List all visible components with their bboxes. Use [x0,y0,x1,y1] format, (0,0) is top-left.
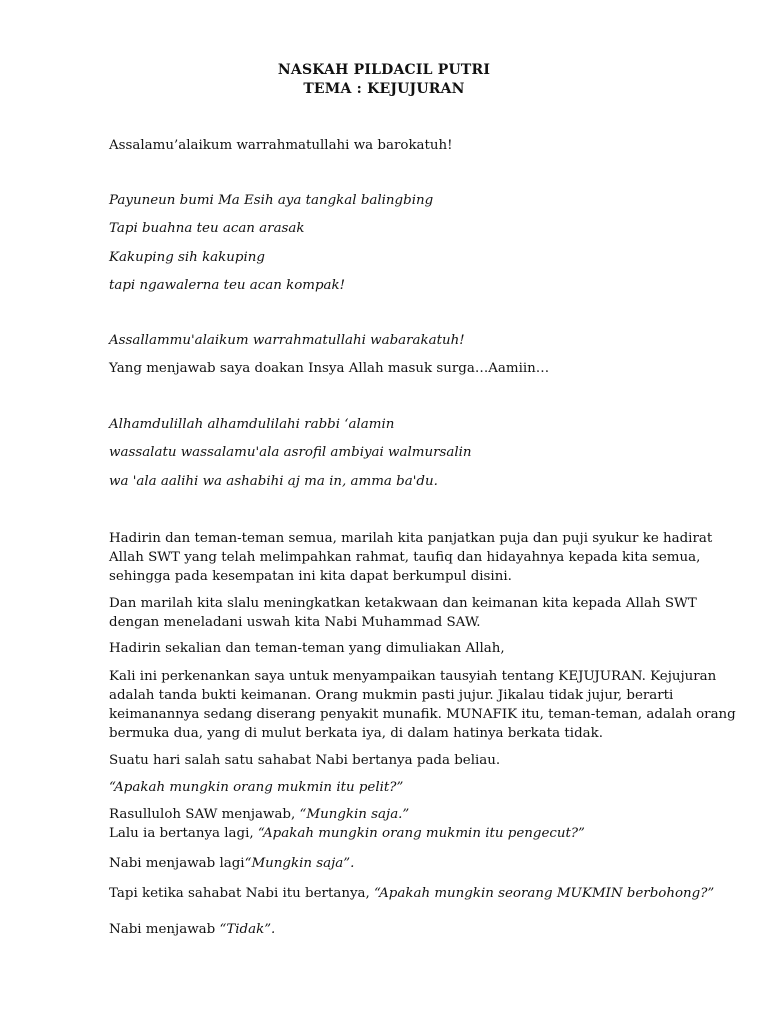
paragraph-4 [109,667,736,743]
pantun-line-1: Payuneun bumi Ma Esih aya tangkal balingbing [109,193,434,208]
reply-4-quote: “Apakah mungkin seorang MUKMIN berbohong?” [374,886,715,901]
reply-5-quote: “Tidak”. [219,922,276,937]
document-title: NASKAH PILDACIL PUTRI [277,62,491,78]
second-greeting: Assallammu'alaikum warrahmatullahi wabarakatuh! [109,333,465,348]
reply-3-quote: “Mungkin saja”. [244,856,355,871]
paragraph-2 [109,594,713,632]
paragraph-5: Suatu hari salah satu sahabat Nabi bertanya pada beliau. [109,753,501,768]
paragraph-3: Hadirin sekalian dan teman-teman yang dimuliakan Allah, [109,641,505,656]
reply-2-prefix: Lalu ia bertanya lagi, [109,826,258,841]
paragraph-4-line-2: adalah tanda bukti keimanan. Orang mukmin pasti jujur. Jikalau tidak jujur, berarti [109,688,674,703]
reply-1 [109,806,409,824]
document-theme: TEMA : KEJUJURAN [303,81,465,97]
reply-5 [109,921,275,939]
paragraph-2-line-2: dengan meneladani uswah kita Nabi Muhammad SAW. [109,615,481,630]
opening-greeting: Assalamu’alaikum warrahmatullahi wa barokatuh! [109,138,453,153]
paragraph-2-line-1: Dan marilah kita slalu meningkatkan ketakwaan dan keimanan kita kepada Allah SWT [109,596,697,611]
paragraph-1-line-1: Hadirin dan teman-teman semua, marilah kita panjatkan puja dan puji syukur ke hadirat [109,531,713,546]
answer-line: Yang menjawab saya doakan Insya Allah masuk surga…Aamiin… [109,361,550,376]
paragraph-1-line-2: Allah SWT yang telah melimpahkan rahmat, taufiq dan hidayahnya kepada kita semua, [109,550,701,565]
paragraph-1-line-3: sehingga pada kesempatan ini kita dapat berkumpul disini. [109,569,512,584]
pantun-line-2: Tapi buahna teu acan arasak [109,221,305,236]
reply-4 [109,885,714,903]
reply-4-prefix: Tapi ketika sahabat Nabi itu bertanya, [109,886,375,901]
opening-prayer-line-2: wassalatu wassalamu'ala asrofil ambiyai walmursalin [109,445,472,460]
reply-3-prefix: Nabi menjawab lagi [109,856,245,871]
pantun-line-3: Kakuping sih kakuping [109,250,265,265]
opening-prayer-line-1: Alhamdulillah alhamdulilahi rabbi ‘alamin [109,417,395,432]
paragraph-1 [109,529,713,586]
reply-1-quote: “Mungkin saja.” [299,807,410,822]
reply-3 [109,855,354,873]
opening-prayer-line-3: wa 'ala aalihi wa ashabihi aj ma in, amma ba'du. [109,474,438,489]
reply-5-prefix: Nabi menjawab [109,922,220,937]
pantun-line-4: tapi ngawalerna teu acan kompak! [109,278,346,293]
paragraph-4-line-1: Kali ini perkenankan saya untuk menyampaikan tausyiah tentang KEJUJURAN. Kejujuran [109,669,717,684]
paragraph-4-line-3: keimanannya sedang diserang penyakit munafik. MUNAFIK itu, teman-teman, adalah orang [109,707,736,722]
reply-2-quote: “Apakah mungkin orang mukmin itu pengecut?” [257,826,585,841]
question-1: “Apakah mungkin orang mukmin itu pelit?” [109,780,404,795]
reply-1-prefix: Rasulluloh SAW menjawab, [109,807,300,822]
reply-2 [109,825,585,843]
paragraph-4-line-4: bermuka dua, yang di mulut berkata iya, di dalam hatinya berkata tidak. [109,726,603,741]
